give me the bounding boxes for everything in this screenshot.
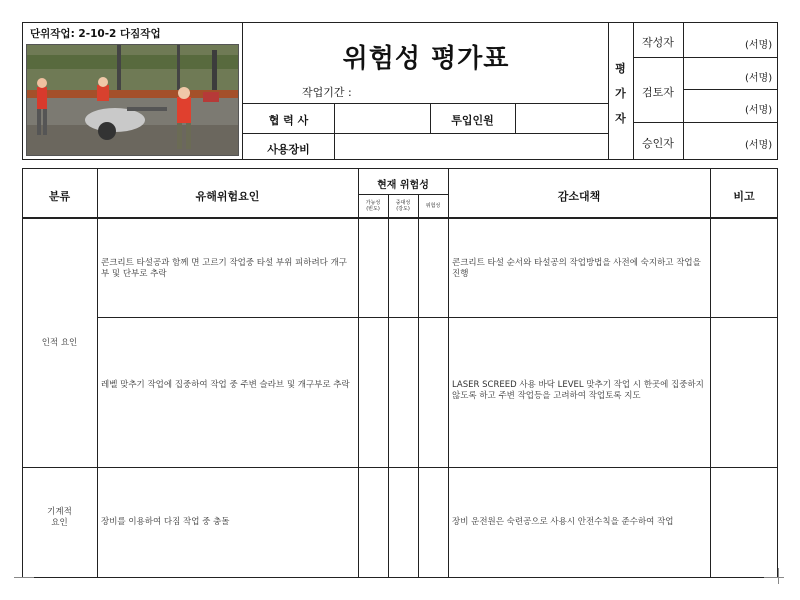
approver-signature: (서명)	[745, 140, 773, 151]
divider	[358, 168, 359, 578]
crop-mark	[14, 577, 34, 578]
personnel-label: 투입인원	[451, 114, 494, 127]
header-severity: 중대성 (강도)	[395, 200, 411, 212]
divider	[710, 168, 711, 578]
divider	[633, 122, 778, 123]
measure-3: 장비 운전원은 숙련공으로 사용시 안전수칙을 준수하여 작업	[452, 517, 674, 527]
crop-mark	[778, 568, 779, 584]
page-title: 위험성 평가표	[342, 44, 510, 74]
header-measures: 감소대책	[557, 190, 601, 203]
writer-signature: (서명)	[745, 40, 773, 51]
worksite-photo	[26, 44, 239, 156]
divider	[97, 317, 778, 318]
divider	[388, 194, 389, 578]
divider	[358, 194, 448, 195]
divider	[97, 168, 98, 578]
evaluator-char-1: 평	[615, 62, 626, 75]
divider	[22, 217, 778, 219]
writer-label: 작성자	[642, 36, 674, 49]
measure-2: LASER SCREED 사용 바닥 LEVEL 맞추기 작업 시 한곳에 집중하지 않도록 하고 주변 작업등을 고려하여 작업토록 지도	[452, 380, 704, 401]
divider	[633, 57, 778, 58]
divider	[334, 103, 335, 160]
approver-label: 승인자	[642, 137, 674, 150]
divider	[515, 103, 516, 133]
header-likelihood: 가능성 (빈도)	[365, 200, 381, 212]
evaluator-char-3: 자	[615, 112, 626, 125]
divider	[243, 133, 609, 134]
unit-task-label: 단위작업: 2-10-2 다짐작업	[30, 28, 161, 40]
header-risk: 위험성	[425, 203, 441, 209]
divider	[683, 22, 684, 160]
equipment-label: 사용장비	[267, 143, 310, 156]
work-period-label: 작업기간 :	[302, 86, 352, 99]
header-note: 비고	[733, 190, 755, 203]
crop-mark	[764, 577, 784, 578]
category-human: 인적 요인	[41, 338, 78, 348]
category-mechanical: 기계적 요인	[47, 507, 72, 528]
divider	[418, 194, 419, 578]
hazard-1: 콘크리트 타설공과 함께 면 고르기 작업중 타설 부위 피하려다 개구부 및 단부로 추락	[101, 258, 348, 279]
measure-1: 콘크리트 타설 순서와 타설공의 작업방법을 사전에 숙지하고 작업을 진행	[452, 258, 701, 279]
partner-label: 협 력 사	[268, 114, 309, 127]
reviewer-label: 검토자	[642, 86, 674, 99]
reviewer-signature-1: (서명)	[745, 73, 773, 84]
divider	[683, 89, 778, 90]
reviewer-signature-2: (서명)	[745, 105, 773, 116]
header-current-risk: 현재 위험성	[377, 180, 429, 191]
evaluator-char-2: 가	[615, 87, 626, 100]
divider	[22, 467, 778, 468]
header-category: 분류	[48, 190, 71, 203]
divider	[243, 103, 609, 104]
header-hazard: 유해위험요인	[195, 190, 260, 203]
hazard-2: 레벨 맞추기 작업에 집중하여 작업 중 주변 슬라브 및 개구부로 추락	[101, 380, 350, 390]
divider	[448, 168, 449, 578]
hazard-3: 장비를 이용하여 다짐 작업 중 충돌	[101, 517, 230, 527]
